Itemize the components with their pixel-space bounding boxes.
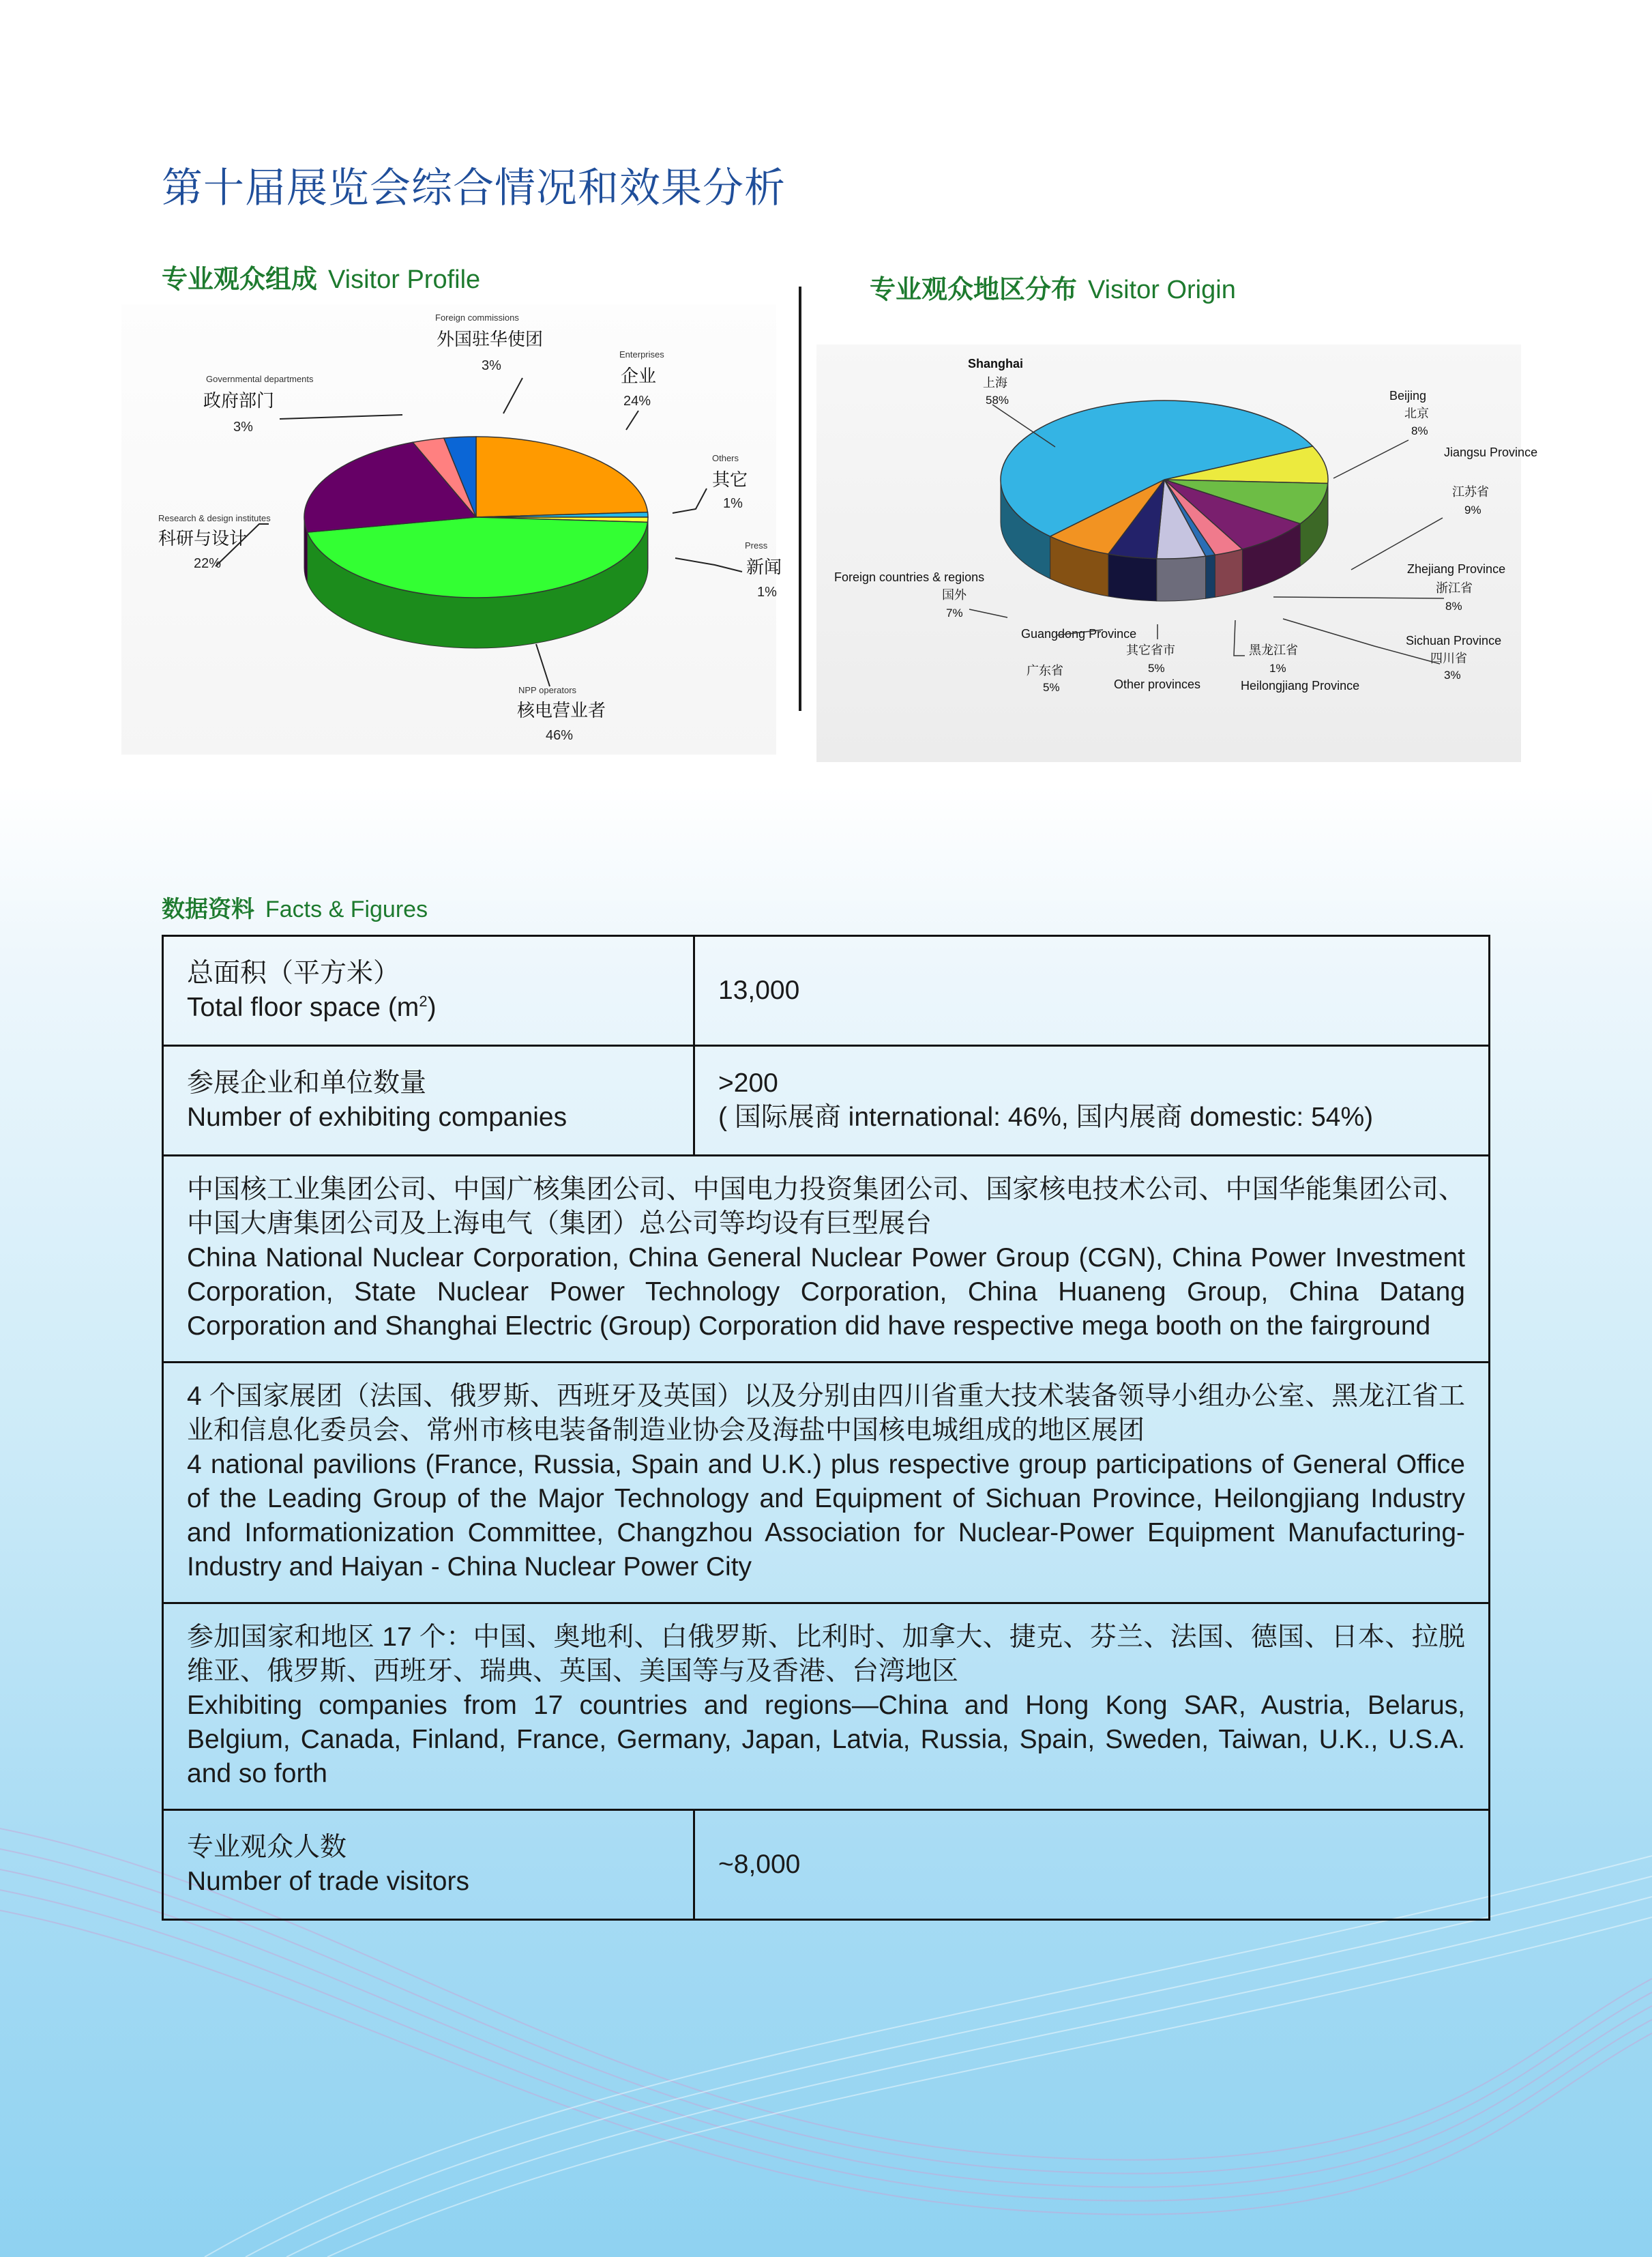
label-guangdong-cn: 广东省 (1027, 664, 1063, 678)
table-row (163, 1810, 1490, 1920)
trade-visitors-label-cn: 专业观众人数 (187, 1833, 347, 1862)
visitor-origin-pie-chart (816, 345, 1538, 762)
label-npp-pct: 46% (546, 728, 574, 743)
facts-heading (162, 890, 428, 924)
table-row (163, 1046, 1490, 1156)
label-foreign-commissions-cn: 外国驻华使团 (437, 329, 544, 349)
visitor-profile-chart-panel (121, 304, 782, 755)
label-government-cn: 政府部门 (203, 390, 275, 411)
exhibitors-value-cell (694, 1046, 1490, 1156)
exhibitors-value-count: >200 (718, 1068, 778, 1098)
trade-visitors-value: ~8,000 (694, 1810, 1490, 1920)
leader-line-press (675, 558, 742, 572)
countries-cell (163, 1603, 1490, 1810)
floor-space-label-cn: 总面积（平方米） (187, 959, 400, 988)
mega-booths-cell (163, 1156, 1490, 1363)
exhibitors-value-split: ( 国际展商 international: 46%, 国内展商 domestic: 54%) (718, 1103, 1374, 1132)
origin-slice-side-4 (1206, 555, 1215, 598)
countries-en: Exhibiting companies from 17 countries and regions—China and Hong Kong SAR, Austria, Belarus, Belgium, Canada, Finland, France, Germany, Japan, Latvia, Russia, Spain, Sweden, Taiwan, U.K., U.S.A. and so forth (187, 1691, 1465, 1788)
leader-line-heilongjiang (1234, 620, 1245, 656)
label-government-pct: 3% (233, 420, 253, 435)
visitor-profile-pie-chart (121, 304, 782, 755)
label-foreign-cn: 国外 (942, 588, 967, 602)
floor-space-value: 13,000 (694, 936, 1490, 1046)
table-row (163, 1156, 1490, 1363)
visitor-profile-heading (162, 258, 480, 295)
label-foreign-en: Foreign countries & regions (834, 570, 985, 584)
leader-line-beijing (1333, 440, 1408, 478)
visitor-origin-heading-cn: 专业观众地区分布 (870, 276, 1078, 304)
leader-line-foreign (969, 609, 1007, 617)
label-heilongjiang-cn: 黑龙江省 (1249, 643, 1298, 657)
mega-booths-en: China National Nuclear Corporation, China General Nuclear Power Group (CGN), China Power Investment Corporation, State Nuclear Power Technology Corporation, China Huaneng Group, China Datang Corporation and Shanghai Electric (Group) Corporation did have respective mega booth on the fairground (187, 1243, 1465, 1341)
floor-space-label-sup: 2 (419, 993, 428, 1010)
label-others-cn: 其它 (712, 469, 748, 490)
floor-space-label-cell (163, 936, 694, 1046)
floor-space-label-en-pre: Total floor space (m (187, 993, 419, 1022)
mega-booths-cn: 中国核工业集团公司、中国广核集团公司、中国电力投资集团公司、国家核电技术公司、中国华能集团公司、中国大唐集团公司及上海电气（集团）总公司等均设有巨型展台 (187, 1175, 1465, 1238)
table-row (163, 936, 1490, 1046)
label-press-cn: 新闻 (746, 557, 782, 577)
label-zhejiang-cn: 浙江省 (1436, 581, 1473, 595)
visitor-profile-heading-cn: 专业观众组成 (162, 265, 318, 294)
page-title: 第十届展览会综合情况和效果分析 (162, 165, 786, 211)
facts-table (162, 935, 1490, 1921)
label-sichuan-cn: 四川省 (1430, 652, 1467, 665)
label-other-provinces-en: Other provinces (1114, 678, 1201, 691)
pavilions-cn: 4 个国家展团（法国、俄罗斯、西班牙及英国）以及分别由四川省重大技术装备领导小组办公室、黑龙江省工业和信息化委员会、常州市核电装备制造业协会及海盐中国核电城组成的地区展团 (187, 1382, 1465, 1445)
label-npp-en: NPP operators (518, 685, 577, 695)
label-research-pct: 22% (194, 556, 222, 571)
label-government-en: Governmental departments (206, 374, 314, 384)
floor-space-label-en-post: ) (427, 993, 437, 1022)
label-jiangsu-en-line: Jiangsu Province (1444, 446, 1538, 459)
label-foreign-commissions-en: Foreign commissions (435, 312, 519, 323)
pavilions-cell (163, 1363, 1490, 1603)
label-npp-cn: 核电营业者 (517, 700, 606, 720)
visitor-origin-heading (870, 268, 1236, 306)
label-beijing-cn: 北京 (1404, 407, 1429, 420)
label-research-en: Research & design institutes (158, 513, 271, 523)
label-zhejiang-pct: 8% (1445, 600, 1462, 613)
label-research-cn: 科研与设计 (158, 528, 248, 549)
leader-line-enterprises (626, 411, 638, 430)
profile-slice-0 (476, 437, 648, 517)
label-other-provinces-cn: 其它省市 (1126, 643, 1175, 657)
origin-slice-side-3 (1215, 549, 1242, 597)
label-press-en: Press (745, 540, 768, 551)
label-others-pct: 1% (723, 496, 743, 511)
label-enterprises-en: Enterprises (619, 349, 664, 360)
label-others-en: Others (712, 453, 739, 463)
label-guangdong-pct: 5% (1043, 681, 1060, 694)
floor-space-label-en (187, 991, 670, 1025)
table-row (163, 1363, 1490, 1603)
exhibitors-label-cn: 参展企业和单位数量 (187, 1068, 427, 1098)
label-sichuan-en: Sichuan Province (1406, 634, 1502, 647)
chart-divider (799, 287, 801, 711)
visitor-profile-heading-en: Visitor Profile (328, 265, 481, 294)
label-beijing-en: Beijing (1389, 389, 1427, 403)
countries-cn: 参加国家和地区 17 个：中国、奥地利、白俄罗斯、比利时、加拿大、捷克、芬兰、法国、德国、日本、拉脱维亚、俄罗斯、西班牙、瑞典、英国、美国等与及香港、台湾地区 (187, 1622, 1465, 1686)
origin-slice-side-5 (1157, 556, 1206, 601)
pavilions-en: 4 national pavilions (France, Russia, Spain and U.K.) plus respective group participations of General Office of the Leading Group of the Major Technology and Equipment of Sichuan Province, Heilongjiang Industry and Informationization Committee, Changzhou Association for Nuclear-Power Equipment Manufacturing-Industry and Haiyan - China Nuclear Power City (187, 1450, 1465, 1582)
label-zhejiang-en: Zhejiang Province (1407, 562, 1506, 576)
label-jiangsu-en (1444, 446, 1537, 459)
label-enterprises-cn: 企业 (621, 366, 657, 386)
label-jiangsu-cn: 江苏省 (1452, 485, 1489, 499)
leader-line-npp (536, 644, 550, 686)
origin-slice-side-6 (1108, 554, 1157, 601)
exhibitors-label-cell (163, 1046, 694, 1156)
trade-visitors-label-en: Number of trade visitors (187, 1867, 469, 1896)
visitor-origin-chart-panel (816, 345, 1538, 762)
label-press-pct: 1% (757, 585, 777, 600)
leader-line-others (673, 489, 707, 513)
label-shanghai-en: Shanghai (968, 357, 1024, 370)
table-row (163, 1603, 1490, 1810)
label-sichuan-pct: 3% (1444, 669, 1461, 682)
label-guangdong-en: Guangdong Province (1021, 627, 1137, 641)
label-heilongjiang-pct: 1% (1269, 662, 1286, 675)
label-beijing-pct: 8% (1411, 424, 1428, 437)
label-foreign-pct: 7% (946, 607, 963, 620)
label-heilongjiang-en: Heilongjiang Province (1241, 679, 1360, 693)
leader-line-foreign-commissions (503, 378, 522, 413)
exhibitors-label-en: Number of exhibiting companies (187, 1103, 567, 1132)
facts-heading-en: Facts & Figures (265, 897, 428, 922)
label-foreign-commissions-pct: 3% (482, 358, 501, 373)
visitor-origin-heading-en: Visitor Origin (1088, 276, 1236, 304)
label-enterprises-pct: 24% (623, 394, 651, 409)
trade-visitors-label-cell (163, 1810, 694, 1920)
facts-heading-cn: 数据资料 (162, 897, 254, 922)
label-other-provinces-pct: 5% (1148, 662, 1165, 675)
label-jiangsu-pct: 9% (1464, 504, 1481, 516)
label-shanghai-pct: 58% (986, 394, 1009, 407)
label-shanghai-cn: 上海 (983, 376, 1007, 390)
leader-line-zhejiang (1273, 597, 1444, 598)
leader-line-government (280, 415, 402, 419)
